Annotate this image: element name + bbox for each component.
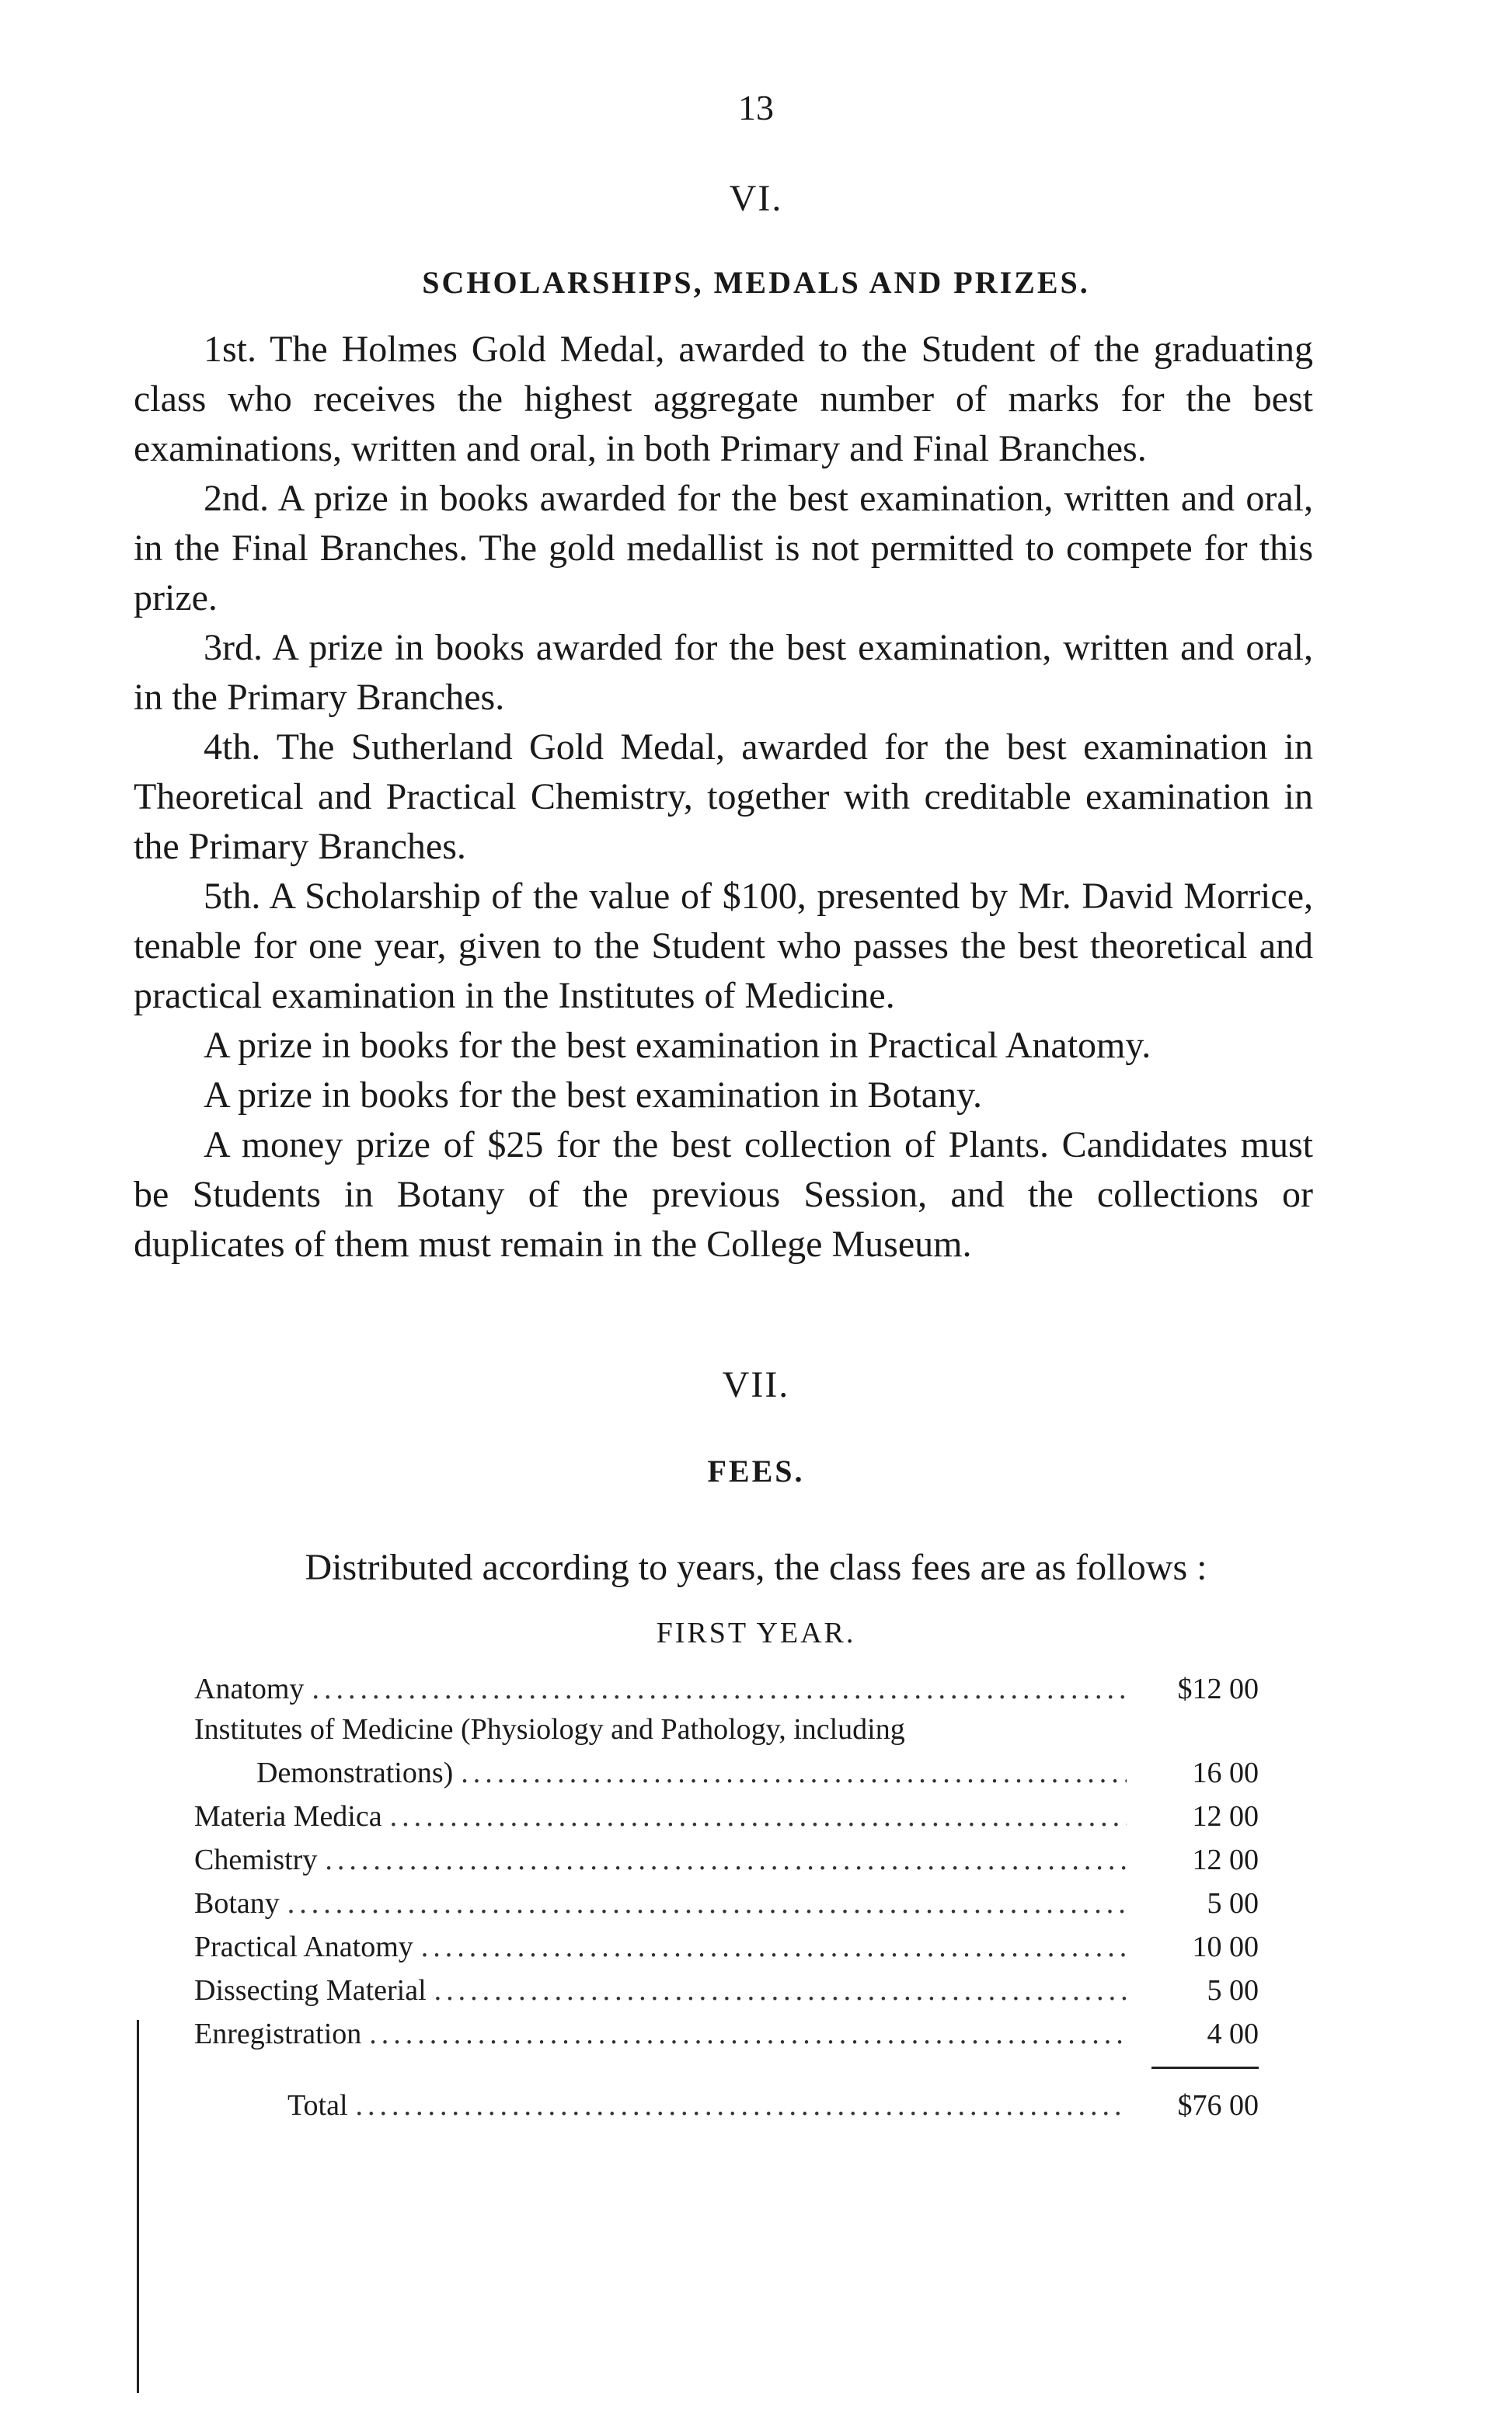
scholarships-body [134,325,1313,1269]
dot-leader [390,1799,1127,1834]
paragraph-sutherland-medal: 4th. The Sutherland Gold Medal, awarded for the best examination in Theoretical and Practical Chemistry, together with creditable examination in the Primary Branches. [134,726,1313,867]
section-heading-fees: FEES. [707,1454,805,1489]
fee-row-total [287,2079,1259,2123]
paragraph-primary-prize: 3rd. A prize in books awarded for the best examination, written and oral, in the Primary Branches. [134,627,1313,718]
fee-row-chemistry [194,1834,1259,1877]
total-rule [1151,2067,1259,2069]
fee-label: Institutes of Medicine (Physiology and Pathology, including [194,1713,905,1746]
fee-amount: $12 00 [1177,1673,1259,1705]
fees-table [194,1663,1259,2051]
fee-amount: 5 00 [1207,1974,1259,2007]
fee-row-demonstrations [194,1747,1259,1790]
fee-amount: 4 00 [1207,2018,1259,2050]
fee-label: Enregistration [194,2018,362,2050]
year-heading-first: FIRST YEAR. [656,1617,856,1649]
page-number: 13 [738,88,774,127]
fee-label: Chemistry [194,1844,318,1876]
dot-leader [312,1672,1127,1706]
fee-row-anatomy [194,1663,1259,1706]
fee-amount: 12 00 [1192,1800,1259,1833]
fee-label: Practical Anatomy [194,1931,413,1963]
fee-amount: 5 00 [1207,1887,1259,1920]
fee-row-enregistration [194,2008,1259,2051]
dot-leader [325,1843,1127,1877]
fee-amount: 10 00 [1192,1931,1259,1963]
dot-leader [461,1756,1127,1790]
section-heading-scholarships: SCHOLARSHIPS, MEDALS AND PRIZES. [422,265,1090,300]
section-numeral-vii: VII. [722,1364,790,1405]
total-amount: $76 00 [1177,2089,1259,2122]
fee-row-institutes [194,1706,1259,1747]
fee-label: Materia Medica [194,1800,382,1833]
paragraph-botany-prize: A prize in books for the best examination in Botany. [204,1074,983,1116]
fee-label: Dissecting Material [194,1974,427,2007]
paragraph-plants-prize: A money prize of $25 for the best collection of Plants. Candidates must be Students in Botany of the previous Session, and the collections or duplicates of them must remain in the College Museum. [134,1124,1313,1265]
fee-label: Botany [194,1887,280,1920]
section-numeral-vi: VI. [729,178,783,219]
paragraph-final-prize: 2nd. A prize in books awarded for the best examination, written and oral, in the Final Branches. The gold medallist is not permitted to compete for this prize. [134,478,1313,618]
fee-row-botany [194,1877,1259,1921]
paragraph-holmes-medal: 1st. The Holmes Gold Medal, awarded to the Student of the graduating class who receives the highest aggregate number of marks for the best examinations, written and oral, in both Primary and Final Branches. [134,329,1313,469]
paragraph-morrice-scholarship: 5th. A Scholarship of the value of $100, presented by Mr. David Morrice, tenable for one year, given to the Student who passes the best theoretical and practical examination in the Institutes of Medicine. [134,876,1313,1016]
dot-leader [434,1973,1127,2008]
fee-label: Anatomy [194,1673,305,1705]
fee-amount: 12 00 [1192,1844,1259,1876]
total-label: Total [287,2089,348,2122]
fee-row-dissecting-material [194,1964,1259,2008]
fee-amount: 16 00 [1192,1757,1259,1789]
fee-label: Demonstrations) [256,1757,454,1789]
paragraph-anatomy-prize: A prize in books for the best examination in Practical Anatomy. [204,1025,1151,1066]
fee-row-practical-anatomy [194,1921,1259,1964]
dot-leader [287,1886,1127,1921]
binding-edge-mark [137,2020,139,2393]
dot-leader [421,1930,1127,1964]
fees-intro: Distributed according to years, the class fees are as follows : [305,1547,1207,1588]
dot-leader [369,2017,1127,2051]
fee-row-materia-medica [194,1790,1259,1834]
dot-leader [356,2088,1127,2123]
